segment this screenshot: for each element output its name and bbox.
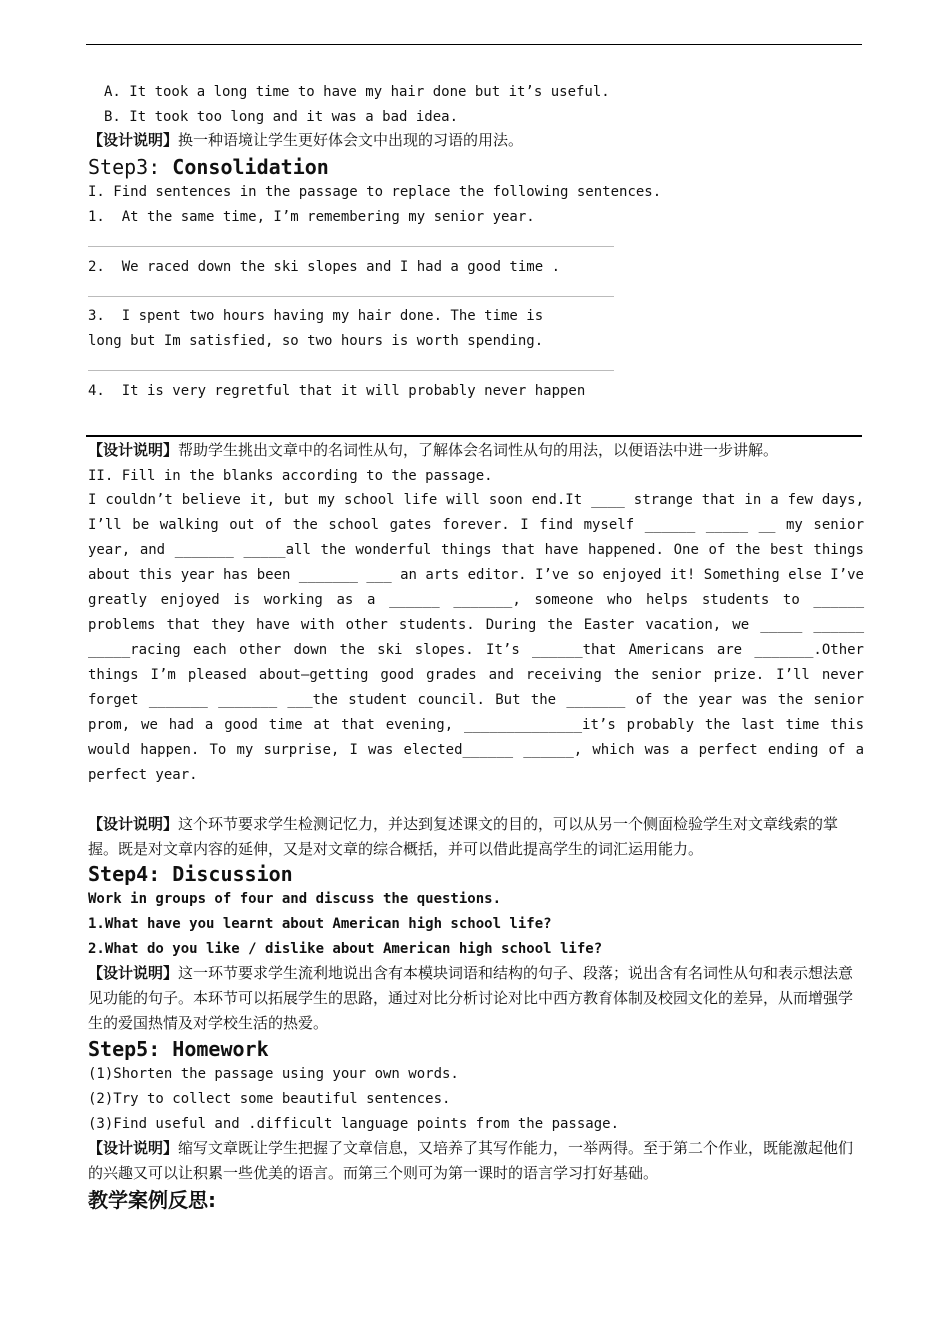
fill-instruction: II. Fill in the blanks according to the passage. [88,468,493,484]
section-rule [86,435,862,437]
answer-line-2[interactable] [88,296,614,297]
design-note-tag: 【设计说明】 [88,131,179,149]
design-note-3 [88,812,864,862]
answer-line-3[interactable] [88,370,614,371]
design-note-text: 帮助学生挑出文章中的名词性从句，了解体会名词性从句的用法，以便语法中进一步讲解。 [178,441,779,459]
design-note-2 [88,438,864,463]
design-note-text: 这个环节要求学生检测记忆力，并达到复述课文的目的，可以从另一个侧面检验学生对文章线索的掌握。既是对文章内容的延伸，又是对文章的综合概括，并可以借此提高学生的词汇运用能力。 [88,815,839,858]
design-note-text: 缩写文章既让学生把握了文章信息，又培养了其写作能力，一举两得。至于第二个作业，既能激起他们的兴趣又可以让积累一些优美的语言。而第三个则可为第一课时的语言学习打好基础。 [88,1139,854,1182]
design-note-tag: 【设计说明】 [88,815,179,833]
step3-item-3: 3. I spent two hours having my hair done. The time is [88,308,544,324]
homework-item-1: (1)Shorten the passage using your own words. [88,1066,459,1082]
step3-instruction: I. Find sentences in the passage to replace the following sentences. [88,184,662,200]
top-rule [86,44,862,45]
design-note-tag: 【设计说明】 [88,964,179,982]
step3-item-1: 1. At the same time, I’m remembering my senior year. [88,209,535,225]
design-note-tag: 【设计说明】 [88,441,179,459]
design-note-1 [88,128,864,153]
reflection-heading: 教学案例反思: [88,1188,216,1212]
homework-item-3: (3)Find useful and .difficult language points from the passage. [88,1116,620,1132]
step4-question-1: 1.What have you learnt about American high school life? [88,916,552,932]
step4-instruction: Work in groups of four and discuss the questions. [88,891,502,907]
design-note-text: 换一种语境让学生更好体会文中出现的习语的用法。 [178,131,524,149]
step3-item-2: 2. We raced down the ski slopes and I had a good time . [88,259,561,275]
design-note-5 [88,1136,864,1186]
option-a: A. It took a long time to have my hair done but it’s useful. [104,84,610,100]
homework-item-2: (2)Try to collect some beautiful sentences. [88,1091,451,1107]
answer-line-1[interactable] [88,246,614,247]
step3-title: Consolidation [172,155,329,179]
step3-item-4: 4. It is very regretful that it will probably never happen [88,383,586,399]
design-note-4 [88,961,864,1036]
step3-prefix: Step3: [88,155,173,179]
step4-question-2: 2.What do you like / dislike about American high school life? [88,941,603,957]
step3-heading [88,155,329,179]
design-note-text: 这一环节要求学生流利地说出含有本模块词语和结构的句子、段落；说出含有名词性从句和表示想法意见功能的句子。本环节可以拓展学生的思路，通过对比分析讨论对比中西方教育体制及校园文化的差异，从而增强学生的爱国热情及对学校生活的热爱。 [88,964,854,1032]
option-b: B. It took too long and it was a bad idea. [104,109,459,125]
step3-item-3-cont: long but Im satisfied, so two hours is worth spending. [88,333,544,349]
fill-passage: I couldn’t believe it, but my school life will soon end.It ____ strange that in a few days, I’ll be walking out of the school gates forever. I find myself ______ _____ __ my senior year, and _______ _____all the wonderful things that have happened. One of the best things about this year has been _______ ___ an arts editor. I’ve so enjoyed it! Something else I’ve greatly enjoyed is working as a ______ _______, someone who helps students to ______ problems that they have with other students. During the Easter vacation, we _____ ______ _____racing each other down the ski slopes. It’s ______that Americans are _______.Other things I’m pleased about—getting good grades and receiving the senior prize. I’ll never forget _______ _______ ___the student council. But the _______ of the year was the senior prom, we had a good time at that evening, ______________it’s probably the last time this would happen. To my surprise, I was elected______ ______, which was a perfect ending of a perfect year. [88,492,864,783]
step4-heading: Step4: Discussion [88,862,293,886]
design-note-tag: 【设计说明】 [88,1139,179,1157]
step5-heading: Step5: Homework [88,1037,269,1061]
